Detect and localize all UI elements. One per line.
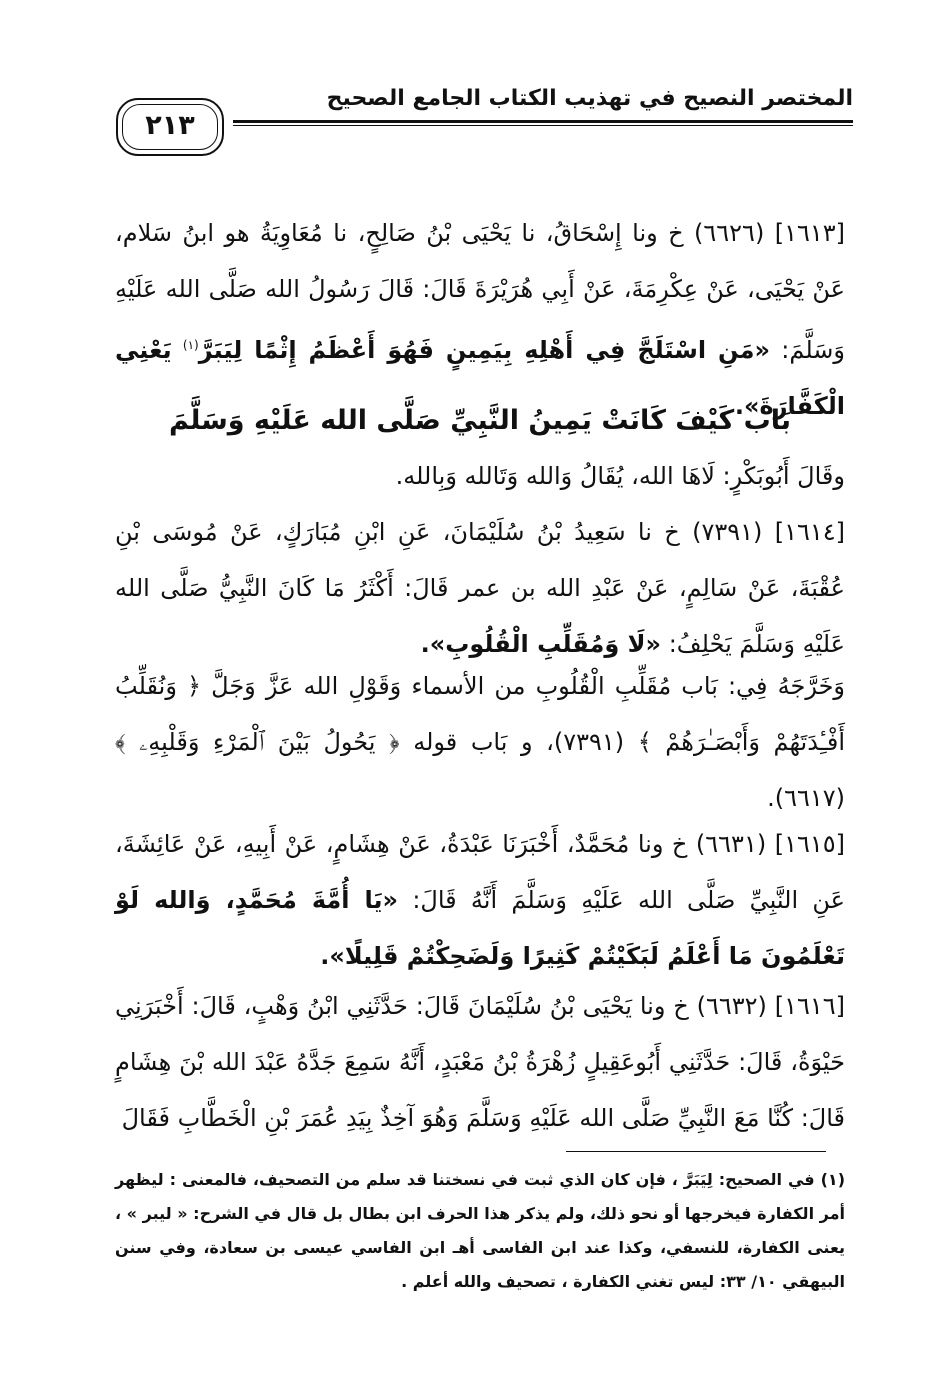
hadith-1614-quote: «لَا وَمُقَلِّبِ الْقُلُوبِ». [420, 630, 662, 658]
hadith-1613-quote: «مَنِ اسْتَلَجَّ فِي أَهْلِهِ بِيَمِينٍ فَهُوَ أَعْظَمُ إِثْمًا لِيَبَرَّ [198, 336, 771, 364]
footnote-rule [566, 1151, 826, 1152]
footnote-text: في الصحيح: لِيَبَرَّ ، فإن كان الذي ثبت في نسختنا قد سلم من التصحيف، فالمعنى : ليظهر أمر الكفارة فيخرجها أو نحو ذلك، ولم يذكر هذا الحرف ابن بطال بل قال في الشرح: « ليبر » ، يعنى الكفارة، للنسفي، وكذا عند ابن الفاسى أهـ ابن الفاسي عيسى بن سعادة، وفي سنن البيهقي ١٠/ ٣٣: ليس تغني الكفارة ، تصحيف والله أعلم . [115, 1170, 845, 1291]
hadith-1614-takhrij: وَخَرَّجَهُ فِي: بَاب مُقَلِّبِ الْقُلُوبِ من الأسماء وَقَوْلِ الله عَزَّ وَجَلَّ ﴿ وَنُقَلِّبُ أَفْـِٔدَتَهُمْ وَأَبْصَـٰرَهُمْ ﴾ (٧٣٩١)، و بَاب قوله ﴿ يَحُولُ بَيْنَ ٱلْمَرْءِ وَقَلْبِهِۦ ﴾ (٦٦١٧). [115, 672, 845, 812]
footnote-marker: (١) [820, 1170, 845, 1189]
hadith-1615 [115, 816, 845, 984]
page-number-frame [116, 98, 224, 156]
hadith-1615-text: [١٦١٥] (٦٦٣١) خ ونا مُحَمَّدٌ، أَخْبَرَنَا عَبْدَةُ، عَنْ هِشَامٍ، عَنْ أَبِيهِ، عَنْ عَائِشَةَ، عَنِ النَّبِيِّ صَلَّى الله عَلَيْهِ وَسَلَّمَ أَنَّهُ قَالَ: [115, 830, 845, 914]
hadith-1613 [115, 205, 845, 434]
running-title: المختصر النصيح في تهذيب الكتاب الجامع الصحيح [326, 86, 853, 111]
footnote [115, 1163, 845, 1299]
header-rule [233, 120, 853, 126]
hadith-1616: [١٦١٦] (٦٦٣٢) خ ونا يَحْيَى بْنُ سُلَيْمَانَ قَالَ: حَدَّثَنِي ابْنُ وَهْبٍ، قَالَ: أَخْبَرَنِي حَيْوَةُ، قَالَ: حَدَّثَنِي أَبُوعَقِيلٍ زُهْرَةُ بْنُ مَعْبَدٍ، أَنَّهُ سَمِعَ جَدَّهُ عَبْدَ الله بْنَ هِشَامٍ قَالَ: كُنَّا مَعَ النَّبِيِّ صَلَّى الله عَلَيْهِ وَسَلَّمَ وَهُوَ آخِذٌ بِيَدِ عُمَرَ بْنِ الْخَطَّابِ فَقَالَ [115, 992, 845, 1132]
chapter-intro: وقَالَ أَبُوبَكْرٍ: لَاهَا الله، يُقَالُ وَالله وَتَالله وَبِالله. [395, 462, 845, 490]
page-number: ٢١٣ [145, 110, 195, 141]
hadith-1613-quote-end: يَعْنِي الْكَفَّارَةَ». [115, 336, 845, 420]
footnote-reference: (١) [182, 338, 199, 352]
hadith-1615-quote: «يَا أُمَّةَ مُحَمَّدٍ، وَالله لَوْ تَعْلَمُونَ مَا أَعْلَمُ لَبَكَيْتُمْ كَثِيرًا وَلَضَحِكْتُمْ قَلِيلًا». [115, 886, 845, 970]
hadith-1613-text: [١٦١٣] (٦٦٢٦) خ ونا إِسْحَاقُ، نا يَحْيَى بْنُ صَالِحٍ، نا مُعَاوِيَةُ هو ابنُ سَلام، عَنْ يَحْيَى، عَنْ عِكْرِمَةَ، عَنْ أَبِي هُرَيْرَةَ قَالَ: قَالَ رَسُولُ الله صَلَّى الله عَلَيْهِ وَسَلَّمَ: [115, 219, 846, 364]
hadith-1614 [115, 504, 845, 672]
hadith-1614-text: [١٦١٤] (٧٣٩١) خ نا سَعِيدُ بْنُ سُلَيْمَانَ، عَنِ ابْنِ مُبَارَكٍ، عَنْ مُوسَى بْنِ عُقْبَةَ، عَنْ سَالِمٍ، عَنْ عَبْدِ الله بن عمر قَالَ: أَكْثَرُ مَا كَانَ النَّبِيُّ صَلَّى الله عَلَيْهِ وَسَلَّمَ يَحْلِفُ: [115, 518, 845, 658]
chapter-heading: بَاب كَيْفَ كَانَتْ يَمِينُ النَّبِيِّ صَلَّى الله عَلَيْهِ وَسَلَّمَ [169, 405, 791, 436]
